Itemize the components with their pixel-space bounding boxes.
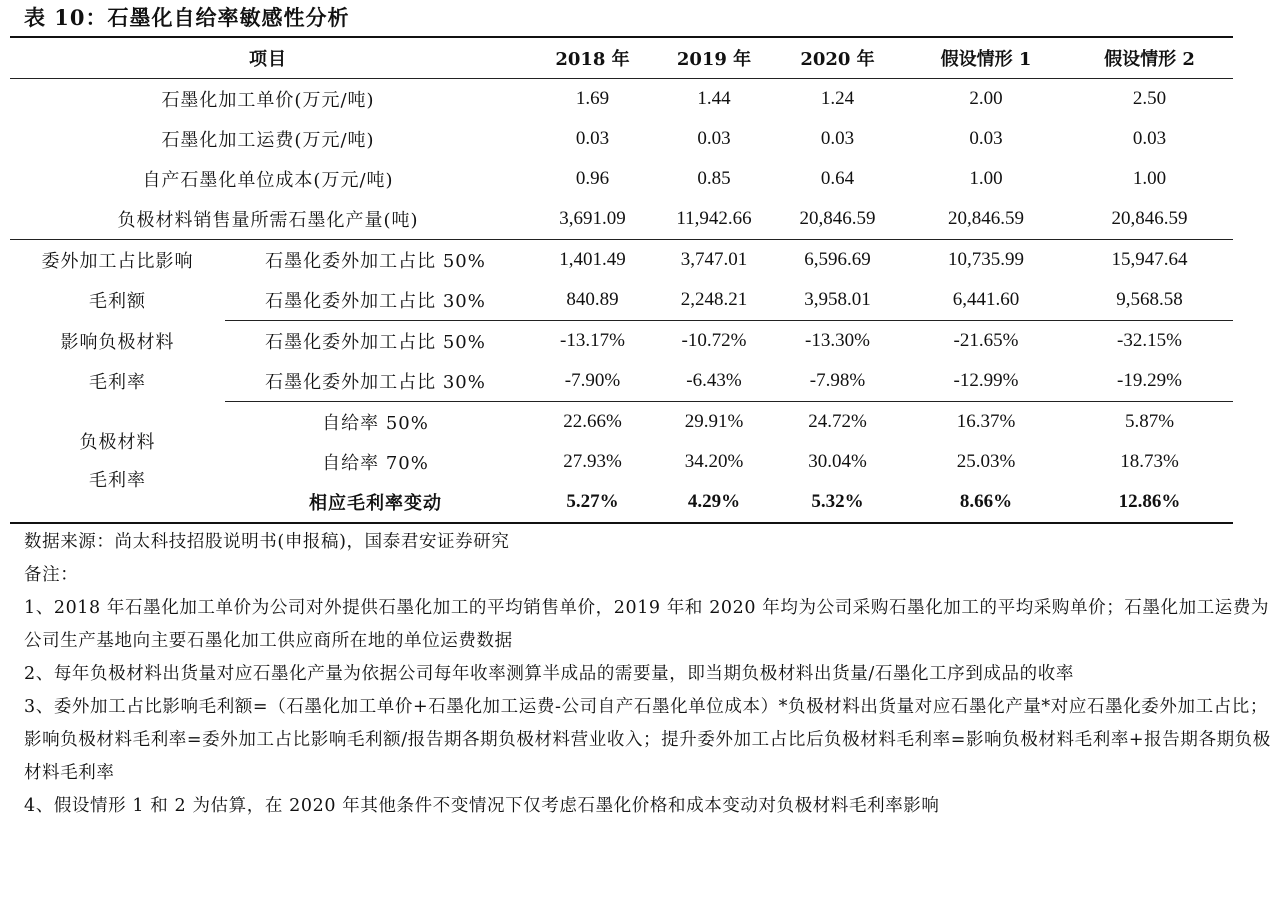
table-row [10, 240, 1233, 281]
header-scenario-2: 假设情形 2 [1066, 37, 1233, 79]
table-title: 表 10：石墨化自给率敏感性分析 [24, 5, 350, 30]
cell: -7.90% [564, 370, 621, 391]
cell: -6.43% [686, 370, 742, 391]
cell: 18.73% [1120, 451, 1179, 472]
sub-row-label: 石墨化委外加工占比 30% [265, 291, 486, 312]
cell: 11,942.66 [676, 208, 752, 229]
table-row [10, 402, 1233, 443]
cell: 2.50 [1066, 79, 1233, 120]
cell: -21.65% [906, 321, 1066, 362]
row-label: 石墨化加工运费(万元/吨) [161, 130, 375, 151]
row-label: 石墨化加工单价(万元/吨) [10, 79, 526, 120]
header-2018: 2018 年 [526, 37, 659, 79]
cell: 0.03 [1132, 128, 1167, 149]
cell: 0.03 [575, 128, 610, 149]
note-3: 3、委外加工占比影响毛利额=（石墨化加工单价+石墨化加工运费-公司自产石墨化单位成本）*负极材料出货量对应石墨化产量*对应石墨化委外加工占比；影响负极材料毛利率=委外加工占比影响毛利额/报告期各期负极材料营业收入；提升委外加工占比后负极材料毛利率=影响负极材料毛利率+报告期各期负极材料毛利率 [24, 697, 1271, 783]
cell: 15,947.64 [1066, 240, 1233, 281]
table-row [10, 199, 1233, 240]
cell: 3,691.09 [559, 208, 626, 229]
cell: 30.04% [808, 451, 867, 472]
sub-row-label: 石墨化委外加工占比 30% [265, 372, 486, 393]
group-label [10, 402, 225, 524]
cell: 0.85 [697, 168, 731, 189]
cell: 4.29% [659, 482, 769, 523]
header-row [10, 37, 1233, 79]
cell: 1.24 [769, 79, 906, 120]
notes-section [24, 526, 1274, 823]
table-row [10, 361, 1233, 402]
cell: 10,735.99 [906, 240, 1066, 281]
cell: -13.30% [769, 321, 906, 362]
cell: 12.86% [1066, 482, 1233, 523]
table-row [10, 119, 1233, 159]
sub-row-label: 石墨化委外加工占比 50% [225, 321, 526, 362]
cell: 1.00 [1132, 168, 1167, 189]
cell: 29.91% [659, 402, 769, 443]
cell: 5.87% [1066, 402, 1233, 443]
cell: 1.69 [526, 79, 659, 120]
group-label-line2: 毛利额 [89, 291, 146, 313]
cell: 25.03% [956, 451, 1016, 472]
cell: 1.44 [659, 79, 769, 120]
sub-row-label: 相应毛利率变动 [225, 482, 526, 523]
row-label: 自产石墨化单位成本(万元/吨) [142, 170, 394, 191]
group-label-line1: 负极材料 [79, 431, 156, 453]
table-row [10, 79, 1233, 120]
table-row [10, 159, 1233, 199]
cell: 3,747.01 [659, 240, 769, 281]
group-label-line2: 毛利率 [89, 469, 146, 491]
cell: 5.27% [526, 482, 659, 523]
group-label-line2: 毛利率 [89, 372, 146, 394]
header-2020: 2020 年 [769, 37, 906, 79]
cell: 34.20% [684, 451, 744, 472]
cell: 1,401.49 [526, 240, 659, 281]
cell: 840.89 [566, 289, 619, 310]
note-4: 4、假设情形 1 和 2 为估算，在 2020 年其他条件不变情况下仅考虑石墨化价格和成本变动对负极材料毛利率影响 [24, 796, 940, 816]
group-label-line1: 影响负极材料 [60, 331, 175, 353]
source-line: 数据来源：尚太科技招股说明书(申报稿)，国泰君安证券研究 [24, 532, 510, 552]
cell: 20,846.59 [799, 208, 876, 229]
sub-row-label: 自给率 50% [225, 402, 526, 443]
cell: 20,846.59 [1111, 208, 1188, 229]
cell: 22.66% [526, 402, 659, 443]
cell: 6,596.69 [769, 240, 906, 281]
cell: 16.37% [906, 402, 1066, 443]
cell: 6,441.60 [952, 289, 1020, 310]
table-row [10, 280, 1233, 321]
cell: 0.96 [575, 168, 610, 189]
cell: 2,248.21 [680, 289, 748, 310]
note-1: 1、2018 年石墨化加工单价为公司对外提供石墨化加工的平均销售单价，2019 年和 2020 年均为公司采购石墨化加工的平均采购单价；石墨化加工运费为公司生产基地向主要石墨化加工供应商所在地的单位运费数据 [24, 598, 1270, 651]
cell: 0.03 [969, 128, 1003, 149]
cell: 0.03 [820, 128, 855, 149]
cell: 24.72% [769, 402, 906, 443]
header-2019: 2019 年 [659, 37, 769, 79]
notes-title: 备注： [24, 565, 79, 585]
header-item: 项目 [10, 37, 526, 79]
row-label: 负极材料销售量所需石墨化产量(吨) [117, 210, 419, 231]
note-2: 2、每年负极材料出货量对应石墨化产量为依据公司每年收率测算半成品的需要量，即当期负极材料出货量/石墨化工序到成品的收率 [24, 664, 1074, 684]
cell: 3,958.01 [804, 289, 871, 310]
cell: -12.99% [953, 370, 1019, 391]
table-row [10, 321, 1233, 362]
cell: 1.00 [969, 168, 1003, 189]
cell: 2.00 [906, 79, 1066, 120]
cell: 20,846.59 [948, 208, 1024, 229]
cell: -13.17% [526, 321, 659, 362]
cell: -19.29% [1117, 370, 1182, 391]
header-scenario-1: 假设情形 1 [906, 37, 1066, 79]
group-label-line1: 委外加工占比影响 [10, 240, 225, 281]
cell: -7.98% [809, 370, 866, 391]
sub-row-label: 自给率 70% [322, 453, 429, 474]
cell: -10.72% [659, 321, 769, 362]
cell: 0.64 [820, 168, 855, 189]
cell: 8.66% [906, 482, 1066, 523]
cell: 5.32% [769, 482, 906, 523]
cell: 0.03 [697, 128, 731, 149]
cell: 9,568.58 [1116, 289, 1183, 310]
cell: -32.15% [1066, 321, 1233, 362]
sensitivity-table [10, 36, 1233, 524]
sub-row-label: 石墨化委外加工占比 50% [225, 240, 526, 281]
cell: 27.93% [563, 451, 622, 472]
